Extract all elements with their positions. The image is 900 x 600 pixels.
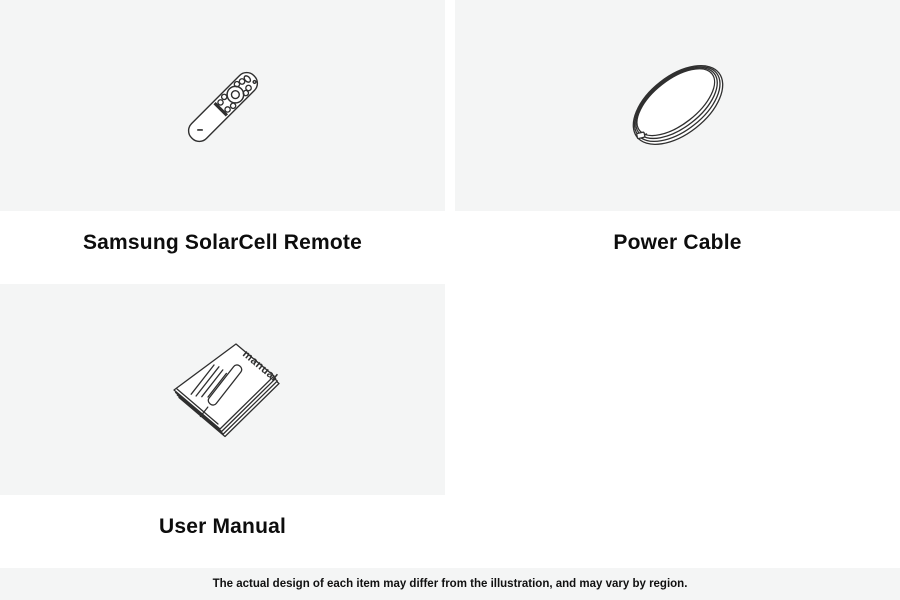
accessory-panel-manual — [0, 284, 445, 495]
disclaimer-text: The actual design of each item may differ from the illustration, and may vary by region. — [212, 578, 688, 590]
disclaimer-bar — [0, 568, 900, 600]
accessory-label-manual: User Manual — [0, 495, 445, 568]
accessory-label-cable: Power Cable — [455, 211, 900, 284]
user-manual-icon — [163, 340, 283, 440]
accessory-panel-cable — [455, 0, 900, 211]
solarcell-remote-icon — [173, 56, 273, 156]
accessory-item-power-cable — [455, 0, 900, 284]
accessory-label-remote: Samsung SolarCell Remote — [0, 211, 445, 284]
accessory-item-user-manual — [0, 284, 445, 568]
accessory-item-solarcell-remote — [0, 0, 445, 284]
power-cable-icon — [623, 56, 733, 156]
manual-cover-text: manual — [239, 347, 280, 384]
accessory-panel-remote — [0, 0, 445, 211]
